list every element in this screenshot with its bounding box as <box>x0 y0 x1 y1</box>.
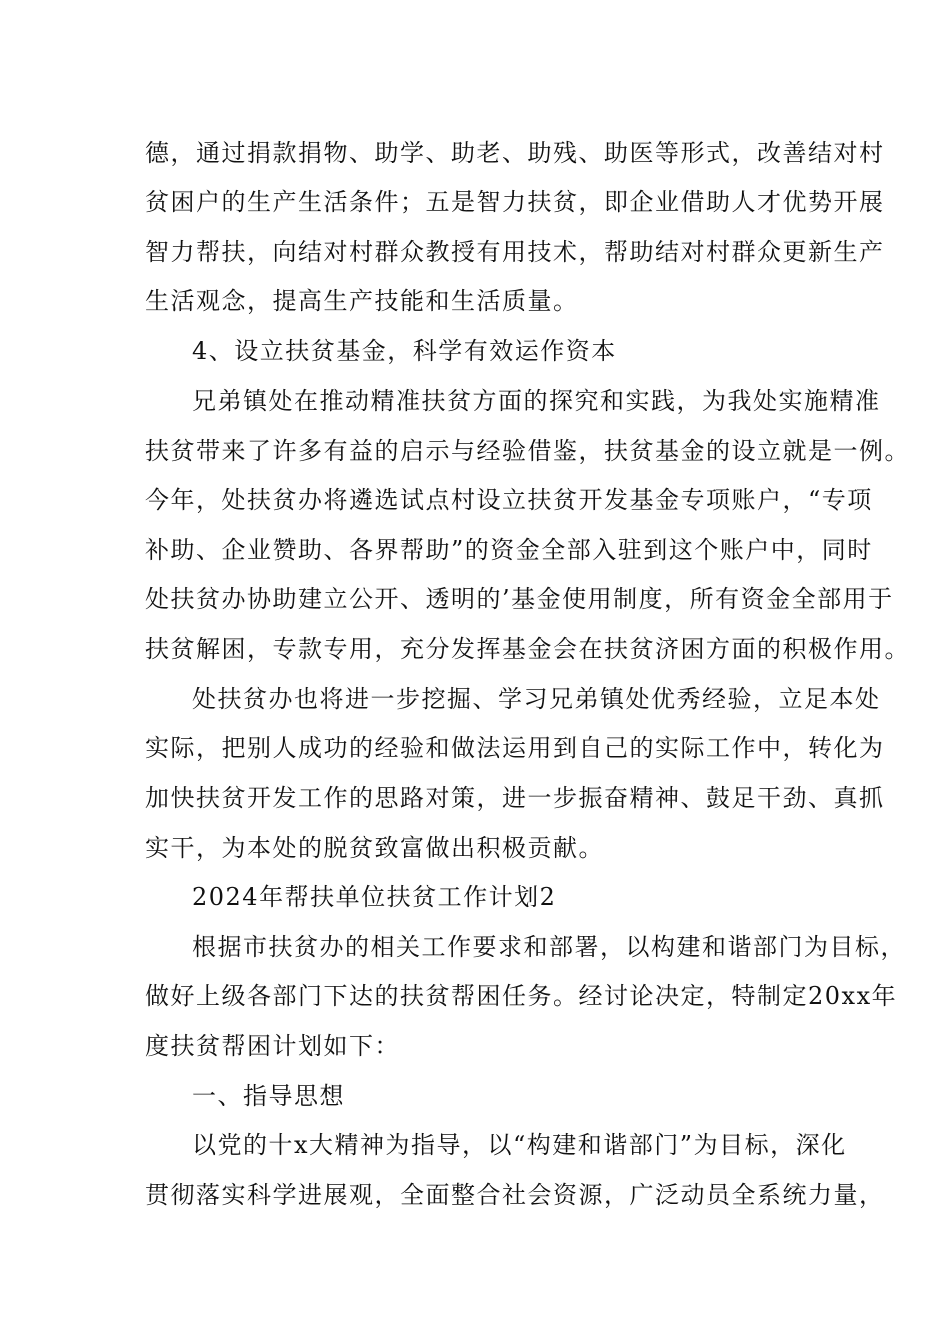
text-line: 德，通过捐款捐物、助学、助老、助残、助医等形式，改善结对村 <box>145 139 885 167</box>
text-line: 兄弟镇处在推动精准扶贫方面的探究和实践，为我处实施精准 <box>192 387 881 415</box>
text-line: 扶贫解困，专款专用，充分发挥基金会在扶贫济困方面的积极作用。 <box>145 635 910 663</box>
text-line: 实干，为本处的脱贫致富做出积极贡献。 <box>145 834 604 862</box>
text-line: 扶贫带来了许多有益的启示与经验借鉴，扶贫基金的设立就是一例。 <box>145 437 910 465</box>
text-line: 补助、企业赞助、各界帮助”的资金全部入驻到这个账户中，同时 <box>145 536 873 564</box>
text-line: 今年，处扶贫办将遴选试点村设立扶贫开发基金专项账户，“专项 <box>145 486 873 514</box>
text-line: 贯彻落实科学进展观，全面整合社会资源，广泛动员全系统力量， <box>145 1181 885 1209</box>
text-line: 度扶贫帮困计划如下： <box>145 1032 400 1060</box>
text-line: 以党的十x大精神为指导，以“构建和谐部门”为目标，深化 <box>192 1131 847 1159</box>
text-line: 生活观念，提高生产技能和生活质量。 <box>145 287 579 315</box>
text-line: 处扶贫办也将进一步挖掘、学习兄弟镇处优秀经验，立足本处 <box>192 685 881 713</box>
section-heading: 一、指导思想 <box>192 1082 345 1110</box>
text-line: 加快扶贫开发工作的思路对策，进一步振奋精神、鼓足干劲、真抓 <box>145 784 885 812</box>
section-heading: 2024年帮扶单位扶贫工作计划2 <box>192 883 557 911</box>
text-line: 实际，把别人成功的经验和做法运用到自己的实际工作中，转化为 <box>145 734 885 762</box>
text-line: 根据市扶贫办的相关工作要求和部署，以构建和谐部门为目标， <box>192 933 906 961</box>
text-line: 智力帮扶，向结对村群众教授有用技术，帮助结对村群众更新生产 <box>145 238 885 266</box>
text-line: 贫困户的生产生活条件；五是智力扶贫，即企业借助人才优势开展 <box>145 188 885 216</box>
text-line: 做好上级各部门下达的扶贫帮困任务。经讨论决定，特制定20xx年 <box>145 982 898 1010</box>
section-heading: 4、设立扶贫基金，科学有效运作资本 <box>192 337 617 365</box>
text-line: 处扶贫办协助建立公开、透明的’基金使用制度，所有资金全部用于 <box>145 585 894 613</box>
